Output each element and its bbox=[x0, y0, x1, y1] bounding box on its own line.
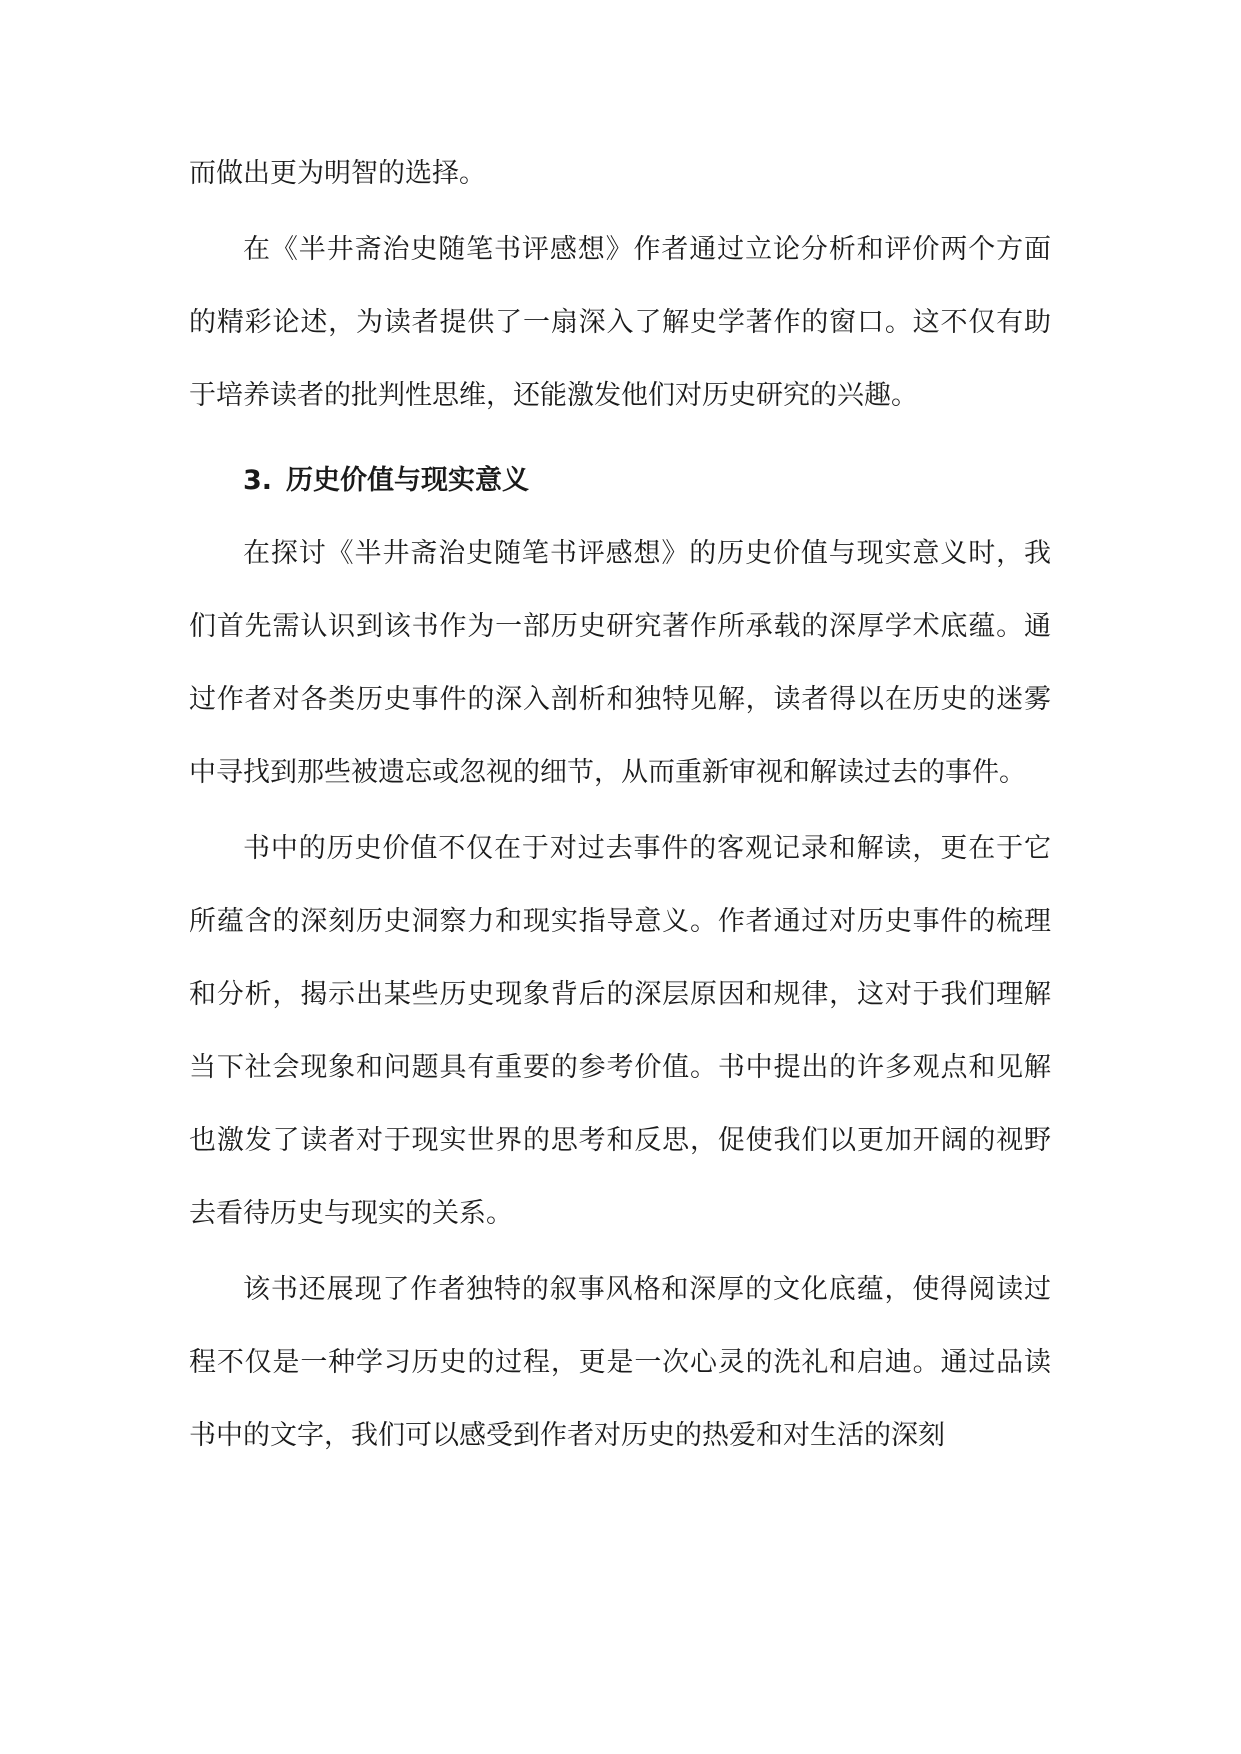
paragraph-narrative-style: 该书还展现了作者独特的叙事风格和深厚的文化底蕴，使得阅读过程不仅是一种学习历史的过程，更是一次心灵的洗礼和启迪。通过品读书中的文字，我们可以感受到作者对历史的热爱和对生活的深刻 bbox=[189, 1274, 1051, 1451]
section-number: 3. bbox=[243, 465, 273, 496]
paragraph-historical-value-detail: 书中的历史价值不仅在于对过去事件的客观记录和解读，更在于它所蕴含的深刻历史洞察力和现实指导意义。作者通过对历史事件的梳理和分析，揭示出某些历史现象背后的深层原因和规律，这对于我们理解当下社会现象和问题具有重要的参考价值。书中提出的许多观点和见解也激发了读者对于现实世界的思考和反思，促使我们以更加开阔的视野去看待历史与现实的关系。 bbox=[189, 833, 1051, 1229]
section-title: 历史价值与现实意义 bbox=[286, 465, 530, 496]
section-heading bbox=[189, 444, 1051, 517]
paragraph-historical-value-intro: 在探讨《半井斋治史随笔书评感想》的历史价值与现实意义时，我们首先需认识到该书作为一部历史研究著作所承载的深厚学术底蕴。通过作者对各类历史事件的深入剖析和独特见解，读者得以在历史的迷雾中寻找到那些被遗忘或忽视的细节，从而重新审视和解读过去的事件。 bbox=[189, 538, 1051, 788]
document-body bbox=[189, 137, 1051, 1472]
paragraph-review-summary: 在《半井斋治史随笔书评感想》作者通过立论分析和评价两个方面的精彩论述，为读者提供了一扇深入了解史学著作的窗口。这不仅有助于培养读者的批判性思维，还能激发他们对历史研究的兴趣。 bbox=[189, 234, 1051, 411]
paragraph-continuation: 而做出更为明智的选择。 bbox=[189, 158, 486, 189]
